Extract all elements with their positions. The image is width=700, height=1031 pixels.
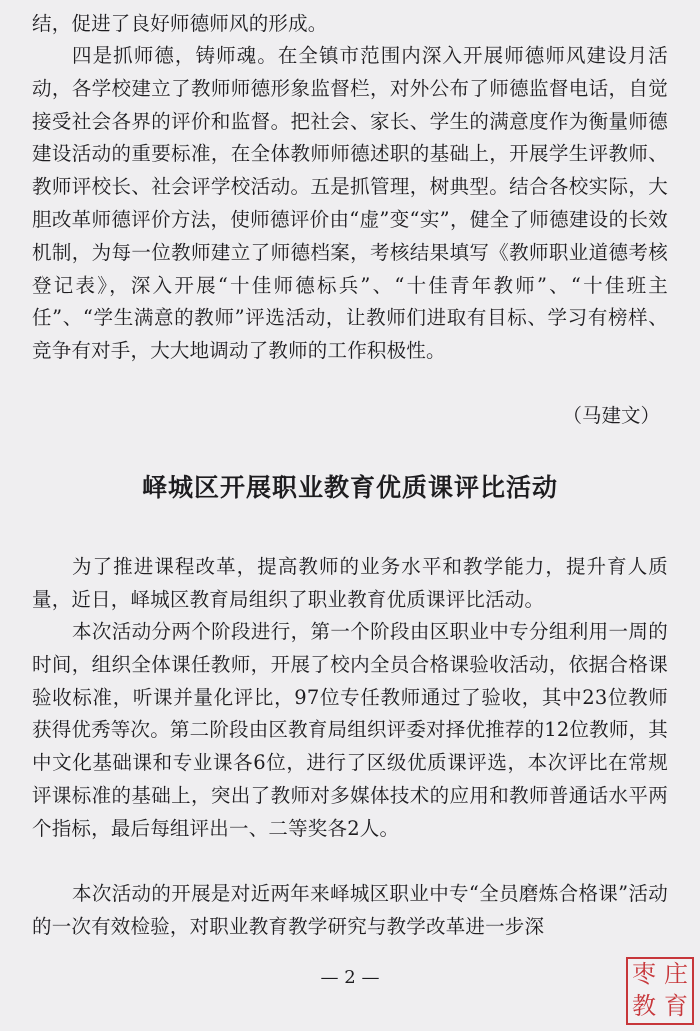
article2-paragraph-1: 为了推进课程改革，提高教师的业务水平和教学能力，提升育人质量，近日，峄城区教育局组织了职业教育优质课评比活动。 xyxy=(32,555,668,611)
seal-char: 枣 xyxy=(632,960,656,988)
article1-byline: （马建文） xyxy=(562,404,660,427)
article2-headline: 峄城区开展职业教育优质课评比活动 xyxy=(141,473,558,502)
seal-char: 教 xyxy=(632,992,656,1020)
page-number: — 2 — xyxy=(320,967,380,988)
seal-char: 庄 xyxy=(664,960,688,988)
article1-paragraph-2: 四是抓师德，铸师魂。在全镇市范围内深入开展师德师风建设月活动，各学校建立了教师师德形象监督栏，对外公布了师德监督电话，自觉接受社会各界的评价和监督。把社会、家长、学生的满意度作为衡量师德建设活动的重要标准，在全体教师师德述职的基础上，开展学生评教师、教师评校长、社会评学校活动。五是抓管理，树典型。结合各校实际，大胆改革师德评价方法，使师德评价由“虚”变“实”，健全了师德建设的长效机制，为每一位教师建立了师德档案，考核结果填写《教师职业道德考核登记表》，深入开展“十佳师德标兵”、“十佳青年教师”、“十佳班主任”、“学生满意的教师”评选活动，让教师们进取有目标、学习有榜样、竞争有对手，大大地调动了教师的工作积极性。 xyxy=(32,44,668,363)
article2-paragraph-3: 本次活动的开展是对近两年来峄城区职业中专“全员磨炼合格课”活动的一次有效检验，对职业教育教学研究与教学改革进一步深 xyxy=(32,882,668,938)
article1-paragraph-1: 结，促进了良好师德师风的形成。 xyxy=(32,12,328,35)
article2-paragraph-2: 本次活动分两个阶段进行，第一个阶段由区职业中专分组利用一周的时间，组织全体课任教师，开展了校内全员合格课验收活动，依据合格课验收标准，听课并量化评比，97位专任教师通过了验收，其中23位教师获得优秀等次。第二阶段由区教育局组织评委对择优推荐的12位教师，其中文化基础课和专业课各6位，进行了区级优质课评选，本次评比在常规评课标准的基础上，突出了教师对多媒体技术的应用和教师普通话水平两个指标，最后每组评出一、二等奖各2人。 xyxy=(32,620,668,840)
red-seal-stamp xyxy=(626,957,694,1025)
seal-char: 育 xyxy=(664,992,688,1020)
